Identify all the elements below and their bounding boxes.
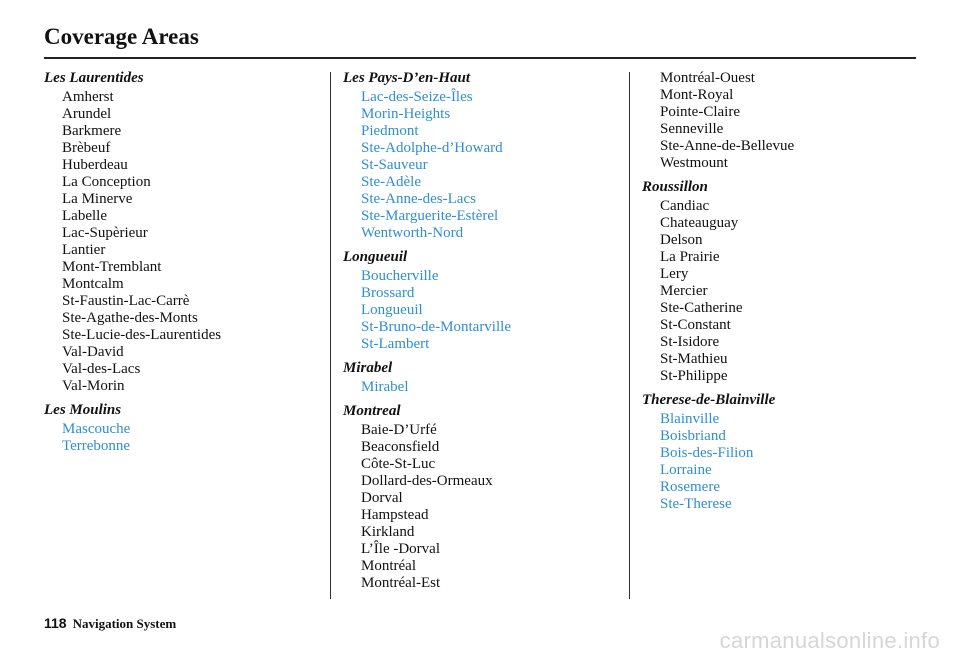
city-name: Dollard-des-Ormeaux xyxy=(361,473,493,489)
column-3 xyxy=(642,70,922,520)
region-title: Montreal xyxy=(343,403,401,419)
page-title: Coverage Areas xyxy=(44,24,199,49)
city-link[interactable]: Longueuil xyxy=(361,302,423,318)
city-link[interactable]: Ste-Anne-des-Lacs xyxy=(361,191,476,207)
region-section xyxy=(642,179,922,385)
city-name: Ste-Catherine xyxy=(660,300,743,316)
city-list xyxy=(642,70,922,172)
region-section xyxy=(44,70,330,395)
city-link[interactable]: Rosemere xyxy=(660,479,720,495)
city-name: Pointe-Claire xyxy=(660,104,740,120)
city-name: Huberdeau xyxy=(62,157,128,173)
city-name: Ste-Lucie-des-Laurentides xyxy=(62,327,222,343)
city-link[interactable]: Terrebonne xyxy=(62,438,131,454)
page-number: 118 xyxy=(44,615,67,631)
city-name: Beaconsfield xyxy=(361,439,440,455)
region-title: Longueuil xyxy=(343,249,408,265)
region-title: Les Moulins xyxy=(44,402,122,418)
region-section xyxy=(44,402,330,455)
city-name: Val-des-Lacs xyxy=(62,361,141,377)
city-name: Val-David xyxy=(62,344,124,360)
city-name: Chateauguay xyxy=(660,215,739,231)
city-name: La Conception xyxy=(62,174,151,190)
city-name: Baie-D’Urfé xyxy=(361,422,437,438)
city-link[interactable]: St-Lambert xyxy=(361,336,430,352)
city-link[interactable]: Bois-des-Filion xyxy=(660,445,754,461)
city-link[interactable]: Mirabel xyxy=(361,379,409,395)
city-name: Brèbeuf xyxy=(62,140,111,156)
region-title: Mirabel xyxy=(343,360,393,376)
watermark: carmanualsonline.info xyxy=(719,628,940,653)
city-link[interactable]: Lac-des-Seize-Îles xyxy=(361,89,473,105)
city-link[interactable]: Boisbriand xyxy=(660,428,726,444)
city-name: Montréal-Ouest xyxy=(660,70,755,86)
city-name: Dorval xyxy=(361,490,403,506)
city-name: Montcalm xyxy=(62,276,124,292)
city-name: Labelle xyxy=(62,208,107,224)
city-list xyxy=(44,421,330,455)
city-name: Mont-Tremblant xyxy=(62,259,162,275)
city-link[interactable]: Ste-Adolphe-d’Howard xyxy=(361,140,503,156)
city-link[interactable]: Piedmont xyxy=(361,123,419,139)
city-link[interactable]: Brossard xyxy=(361,285,415,301)
city-name: St-Constant xyxy=(660,317,731,333)
footer-title: Navigation System xyxy=(72,616,177,631)
city-name: Delson xyxy=(660,232,703,248)
city-link[interactable]: Lorraine xyxy=(660,462,712,478)
city-name: Montréal-Est xyxy=(361,575,441,591)
city-name: Kirkland xyxy=(361,524,415,540)
city-list xyxy=(343,422,629,592)
city-name: St-Philippe xyxy=(660,368,728,384)
page-footer xyxy=(44,615,176,633)
column-divider-1 xyxy=(330,72,331,599)
city-name: Montréal xyxy=(361,558,416,574)
column-divider-2 xyxy=(629,72,630,599)
city-name: Barkmere xyxy=(62,123,122,139)
city-link[interactable]: Boucherville xyxy=(361,268,439,284)
region-title: Therese-de-Blainville xyxy=(642,392,776,408)
city-name: Val-Morin xyxy=(62,378,125,394)
city-name: Ste-Anne-de-Bellevue xyxy=(660,138,795,154)
city-name: La Prairie xyxy=(660,249,720,265)
city-name: La Minerve xyxy=(62,191,133,207)
city-link[interactable]: Mascouche xyxy=(62,421,131,437)
title-rule xyxy=(44,57,916,59)
city-name: Hampstead xyxy=(361,507,429,523)
city-list xyxy=(642,411,922,513)
city-link[interactable]: St-Bruno-de-Montarville xyxy=(361,319,511,335)
city-name: Lery xyxy=(660,266,689,282)
region-section xyxy=(642,70,922,172)
city-list xyxy=(343,379,629,396)
region-section xyxy=(343,360,629,396)
city-link[interactable]: Ste-Therese xyxy=(660,496,732,512)
city-name: Senneville xyxy=(660,121,724,137)
city-link[interactable]: St-Sauveur xyxy=(361,157,428,173)
region-title: Les Pays-D’en-Haut xyxy=(343,70,471,86)
city-list xyxy=(642,198,922,385)
city-name: St-Isidore xyxy=(660,334,720,350)
city-link[interactable]: Blainville xyxy=(660,411,720,427)
city-list xyxy=(343,89,629,242)
city-name: Mercier xyxy=(660,283,708,299)
city-name: Mont-Royal xyxy=(660,87,734,103)
region-title: Roussillon xyxy=(642,179,708,195)
city-name: Lantier xyxy=(62,242,106,258)
region-section xyxy=(642,392,922,513)
city-link[interactable]: Ste-Adèle xyxy=(361,174,421,190)
city-name: Candiac xyxy=(660,198,710,214)
city-name: Arundel xyxy=(62,106,112,122)
city-list xyxy=(343,268,629,353)
city-link[interactable]: Morin-Heights xyxy=(361,106,451,122)
region-section xyxy=(343,70,629,242)
city-name: St-Faustin-Lac-Carrè xyxy=(62,293,190,309)
city-link[interactable]: Wentworth-Nord xyxy=(361,225,464,241)
city-name: Westmount xyxy=(660,155,728,171)
city-name: Amherst xyxy=(62,89,114,105)
region-title: Les Laurentides xyxy=(44,70,144,86)
city-name: Ste-Agathe-des-Monts xyxy=(62,310,198,326)
region-section xyxy=(343,249,629,353)
column-1 xyxy=(44,70,330,462)
city-link[interactable]: Ste-Marguerite-Estèrel xyxy=(361,208,499,224)
city-list xyxy=(44,89,330,395)
region-section xyxy=(343,403,629,592)
city-name: Lac-Supèrieur xyxy=(62,225,148,241)
city-name: Côte-St-Luc xyxy=(361,456,436,472)
city-name: L’Île -Dorval xyxy=(361,541,440,557)
column-2 xyxy=(343,70,629,599)
city-name: St-Mathieu xyxy=(660,351,728,367)
